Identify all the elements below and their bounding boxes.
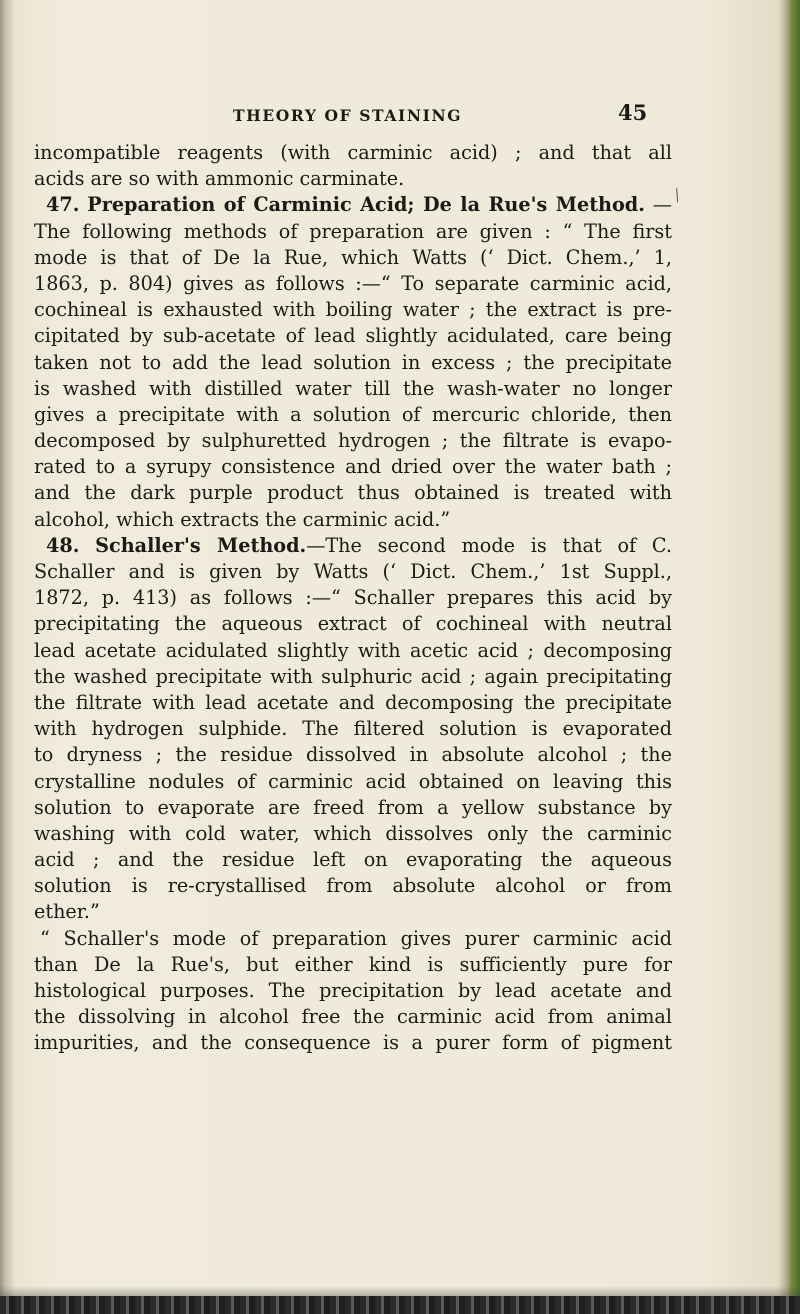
text-line: solution is re-crystallised from absolute alcohol or from — [34, 874, 672, 898]
text-line: ether.” — [34, 900, 100, 924]
text-line: lead acetate acidulated slightly with acetic acid ; decomposing — [34, 638, 672, 662]
section-48-heading: Schaller's Method. — [95, 533, 307, 557]
text-line: histological purposes. The precipitation by lead acetate and — [34, 979, 672, 1002]
text-line: the filtrate with lead acetate and decomposing the precipitate — [34, 690, 672, 714]
text-line: “ Schaller's mode of preparation gives purer carminic acid — [40, 926, 672, 950]
text-line: cochineal is exhausted with boiling water ; the extract is pre- — [34, 298, 672, 322]
page-number: 45 — [618, 100, 648, 125]
text-line: taken not to add the lead solution in excess ; the precipitate — [34, 350, 672, 374]
text-line: with hydrogen sulphide. The filtered solution is evaporated — [34, 717, 672, 741]
text-line: 1863, p. 804) gives as follows :—“ To separate carminic acid, — [34, 271, 672, 295]
section-47-dash: — — [644, 193, 672, 217]
text-line: washing with cold water, which dissolves only the carminic — [34, 821, 672, 845]
section-48-heading-line — [34, 533, 672, 559]
text-line: decomposed by sulphuretted hydrogen ; the filtrate is evapo- — [34, 429, 672, 453]
text-line: acid ; and the residue left on evaporating the aqueous — [34, 848, 672, 872]
page-bottom-shadow — [0, 1286, 800, 1296]
text-line: The following methods of preparation are given : “ The first — [34, 219, 672, 243]
text-line: to dryness ; the residue dissolved in absolute alcohol ; the — [34, 743, 672, 767]
text-line: gives a precipitate with a solution of mercuric chloride, then — [34, 402, 672, 426]
text-line: is washed with distilled water till the wash-water no longer — [34, 376, 672, 400]
text-line: crystalline nodules of carminic acid obtained on leaving this — [34, 769, 672, 793]
text-line: incompatible reagents (with carminic acid) ; and that all — [34, 141, 672, 164]
text-line: Schaller and is given by Watts (‘ Dict. Chem.,’ 1st Suppl., — [34, 560, 672, 583]
text-line: the washed precipitate with sulphuric acid ; again precipitating — [34, 664, 672, 688]
page-right-edge — [778, 0, 800, 1314]
margin-mark: ⁄ — [670, 186, 684, 205]
section-47-heading: Preparation of Carminic Acid; De la Rue's Method. — [87, 193, 645, 217]
text-line: cipitated by sub-acetate of lead slightly acidulated, care being — [34, 324, 672, 348]
text-line: 1872, p. 413) as follows :—“ Schaller prepares this acid by — [34, 586, 672, 610]
text-line: alcohol, which extracts the carminic acid.” — [34, 507, 451, 531]
text-line: impurities, and the consequence is a purer form of pigment — [34, 1031, 672, 1055]
text-line: acids are so with ammonic carminate. — [34, 167, 405, 191]
running-title: THEORY OF STAINING — [233, 106, 463, 125]
text-line: and the dark purple product thus obtained is treated with — [34, 481, 672, 505]
text-line: than De la Rue's, but either kind is sufficiently pure for — [34, 952, 672, 976]
section-47-heading-line — [34, 192, 672, 218]
page-bottom-edge — [0, 1296, 800, 1314]
page-left-edge — [0, 0, 14, 1314]
text-line: precipitating the aqueous extract of cochineal with neutral — [34, 612, 672, 636]
section-48-number: 48. — [46, 533, 80, 557]
body-text — [34, 140, 672, 1057]
text-line: solution to evaporate are freed from a yellow substance by — [34, 795, 672, 819]
text-line: rated to a syrupy consistence and dried over the water bath ; — [34, 455, 672, 479]
section-48-text: —The second mode is that of C. — [306, 533, 672, 557]
text-line: mode is that of De la Rue, which Watts (‘ Dict. Chem.,’ 1, — [34, 245, 672, 269]
text-line: the dissolving in alcohol free the carminic acid from animal — [34, 1005, 672, 1029]
running-head — [0, 100, 800, 130]
section-47-number: 47. — [46, 193, 80, 217]
